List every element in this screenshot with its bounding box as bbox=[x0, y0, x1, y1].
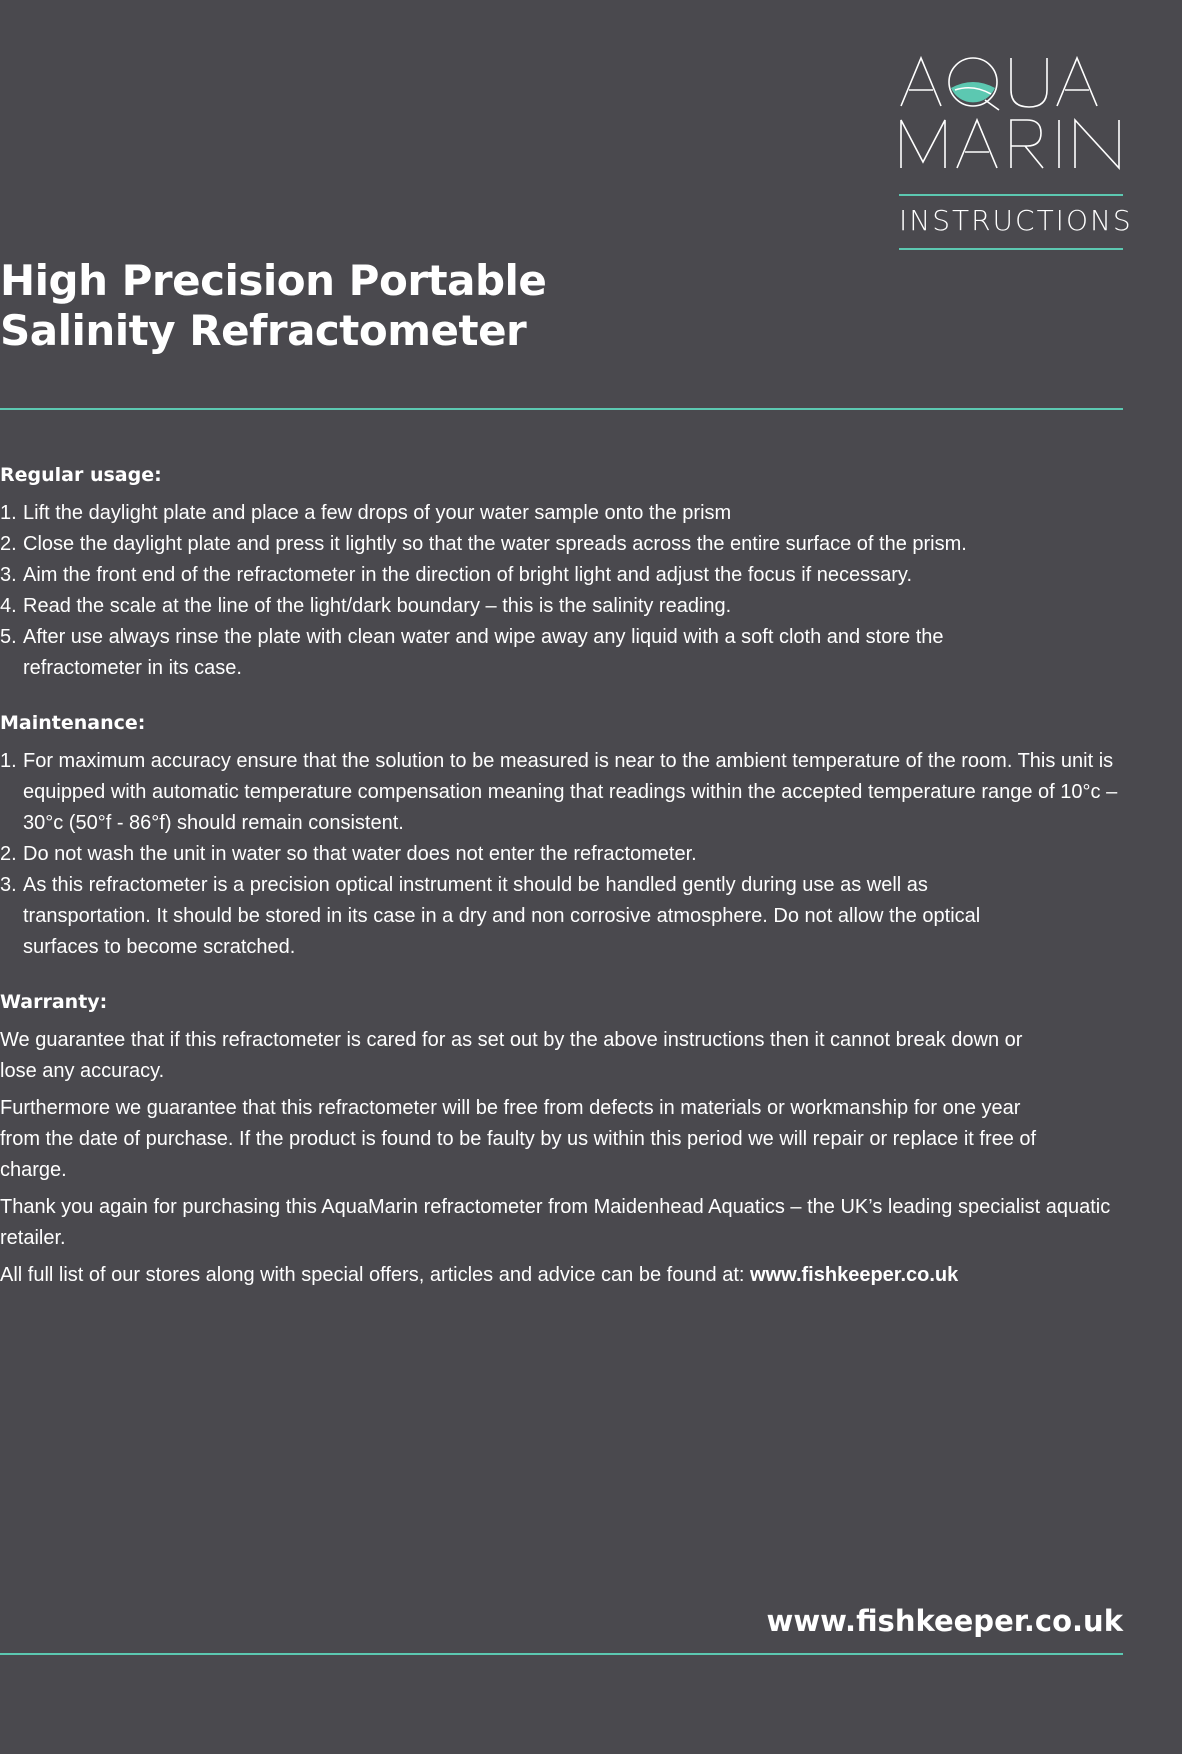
aquamarin-logo bbox=[899, 50, 1133, 250]
regular-usage-section bbox=[0, 462, 1120, 684]
list-item bbox=[0, 870, 1120, 963]
item-number: 4. bbox=[0, 595, 17, 617]
item-number: 3. bbox=[0, 564, 17, 586]
item-text: Do not wash the unit in water so that water does not enter the refractometer. bbox=[23, 843, 697, 865]
item-text: As this refractometer is a precision optical instrument it should be handled gently during use as well as transportation. It should be stored in its case in a dry and non corrosive atmosphere. Do not allow the optical surfaces to become scratched. bbox=[23, 874, 981, 958]
regular-usage-list bbox=[0, 498, 1120, 684]
item-text: Close the daylight plate and press it lightly so that the water spreads across the entire surface of the prism. bbox=[23, 533, 967, 555]
website-link[interactable]: www.fishkeeper.co.uk bbox=[750, 1264, 959, 1286]
warranty-paragraph-3: Thank you again for purchasing this AquaMarin refractometer from Maidenhead Aquatics – the UK’s leading specialist aquatic retailer. bbox=[0, 1196, 1111, 1249]
list-item bbox=[0, 746, 1120, 839]
footer-divider bbox=[0, 1653, 1123, 1655]
item-number: 1. bbox=[0, 750, 17, 772]
page-title bbox=[0, 256, 546, 356]
maintenance-heading: Maintenance: bbox=[0, 712, 146, 734]
item-number: 3. bbox=[0, 874, 17, 896]
item-number: 2. bbox=[0, 533, 17, 555]
item-number: 1. bbox=[0, 502, 17, 524]
list-item bbox=[0, 529, 1120, 560]
item-text: Read the scale at the line of the light/dark boundary – this is the salinity reading. bbox=[23, 595, 732, 617]
warranty-heading: Warranty: bbox=[0, 991, 108, 1013]
title-line-1: High Precision Portable bbox=[0, 256, 547, 305]
item-text: Aim the front end of the refractometer in the direction of bright light and adjust the focus if necessary. bbox=[23, 564, 912, 586]
list-item bbox=[0, 591, 1120, 622]
instructions-content bbox=[0, 462, 1120, 1297]
warranty-paragraph-2: Furthermore we guarantee that this refractometer will be free from defects in materials or workmanship for one year from the date of purchase. If the product is found to be faulty by us within this period we will repair or replace it free of charge. bbox=[0, 1097, 1037, 1181]
list-item bbox=[0, 622, 1120, 684]
aquamarin-wordmark bbox=[899, 50, 1123, 170]
warranty-paragraph-1: We guarantee that if this refractometer is cared for as set out by the above instructions then it cannot break down or lose any accuracy. bbox=[0, 1029, 1023, 1082]
list-item bbox=[0, 560, 1120, 591]
item-text: Lift the daylight plate and place a few drops of your water sample onto the prism bbox=[23, 502, 732, 524]
warranty-paragraph-4 bbox=[0, 1260, 1120, 1291]
stores-text: All full list of our stores along with special offers, articles and advice can be found at: bbox=[0, 1264, 751, 1286]
warranty-section bbox=[0, 989, 1120, 1291]
title-line-2: Salinity Refractometer bbox=[0, 306, 527, 355]
title-divider bbox=[0, 408, 1123, 410]
instructions-label: INSTRUCTIONS bbox=[899, 204, 1133, 237]
footer-website-link[interactable]: www.fishkeeper.co.uk bbox=[766, 1604, 1123, 1638]
maintenance-list bbox=[0, 746, 1120, 963]
maintenance-section bbox=[0, 710, 1120, 963]
item-text: For maximum accuracy ensure that the solution to be measured is near to the ambient temperature of the room. This unit is equipped with automatic temperature compensation meaning that readings within the accepted temperature range of 10°c – 30°c (50°f - 86°f) should remain consistent. bbox=[23, 750, 1118, 834]
item-text: After use always rinse the plate with clean water and wipe away any liquid with a soft cloth and store the refractometer in its case. bbox=[23, 626, 944, 679]
list-item bbox=[0, 839, 1120, 870]
item-number: 2. bbox=[0, 843, 17, 865]
logo-bottom-rule bbox=[899, 248, 1123, 250]
list-item bbox=[0, 498, 1120, 529]
regular-usage-heading: Regular usage: bbox=[0, 464, 162, 486]
item-number: 5. bbox=[0, 626, 17, 648]
